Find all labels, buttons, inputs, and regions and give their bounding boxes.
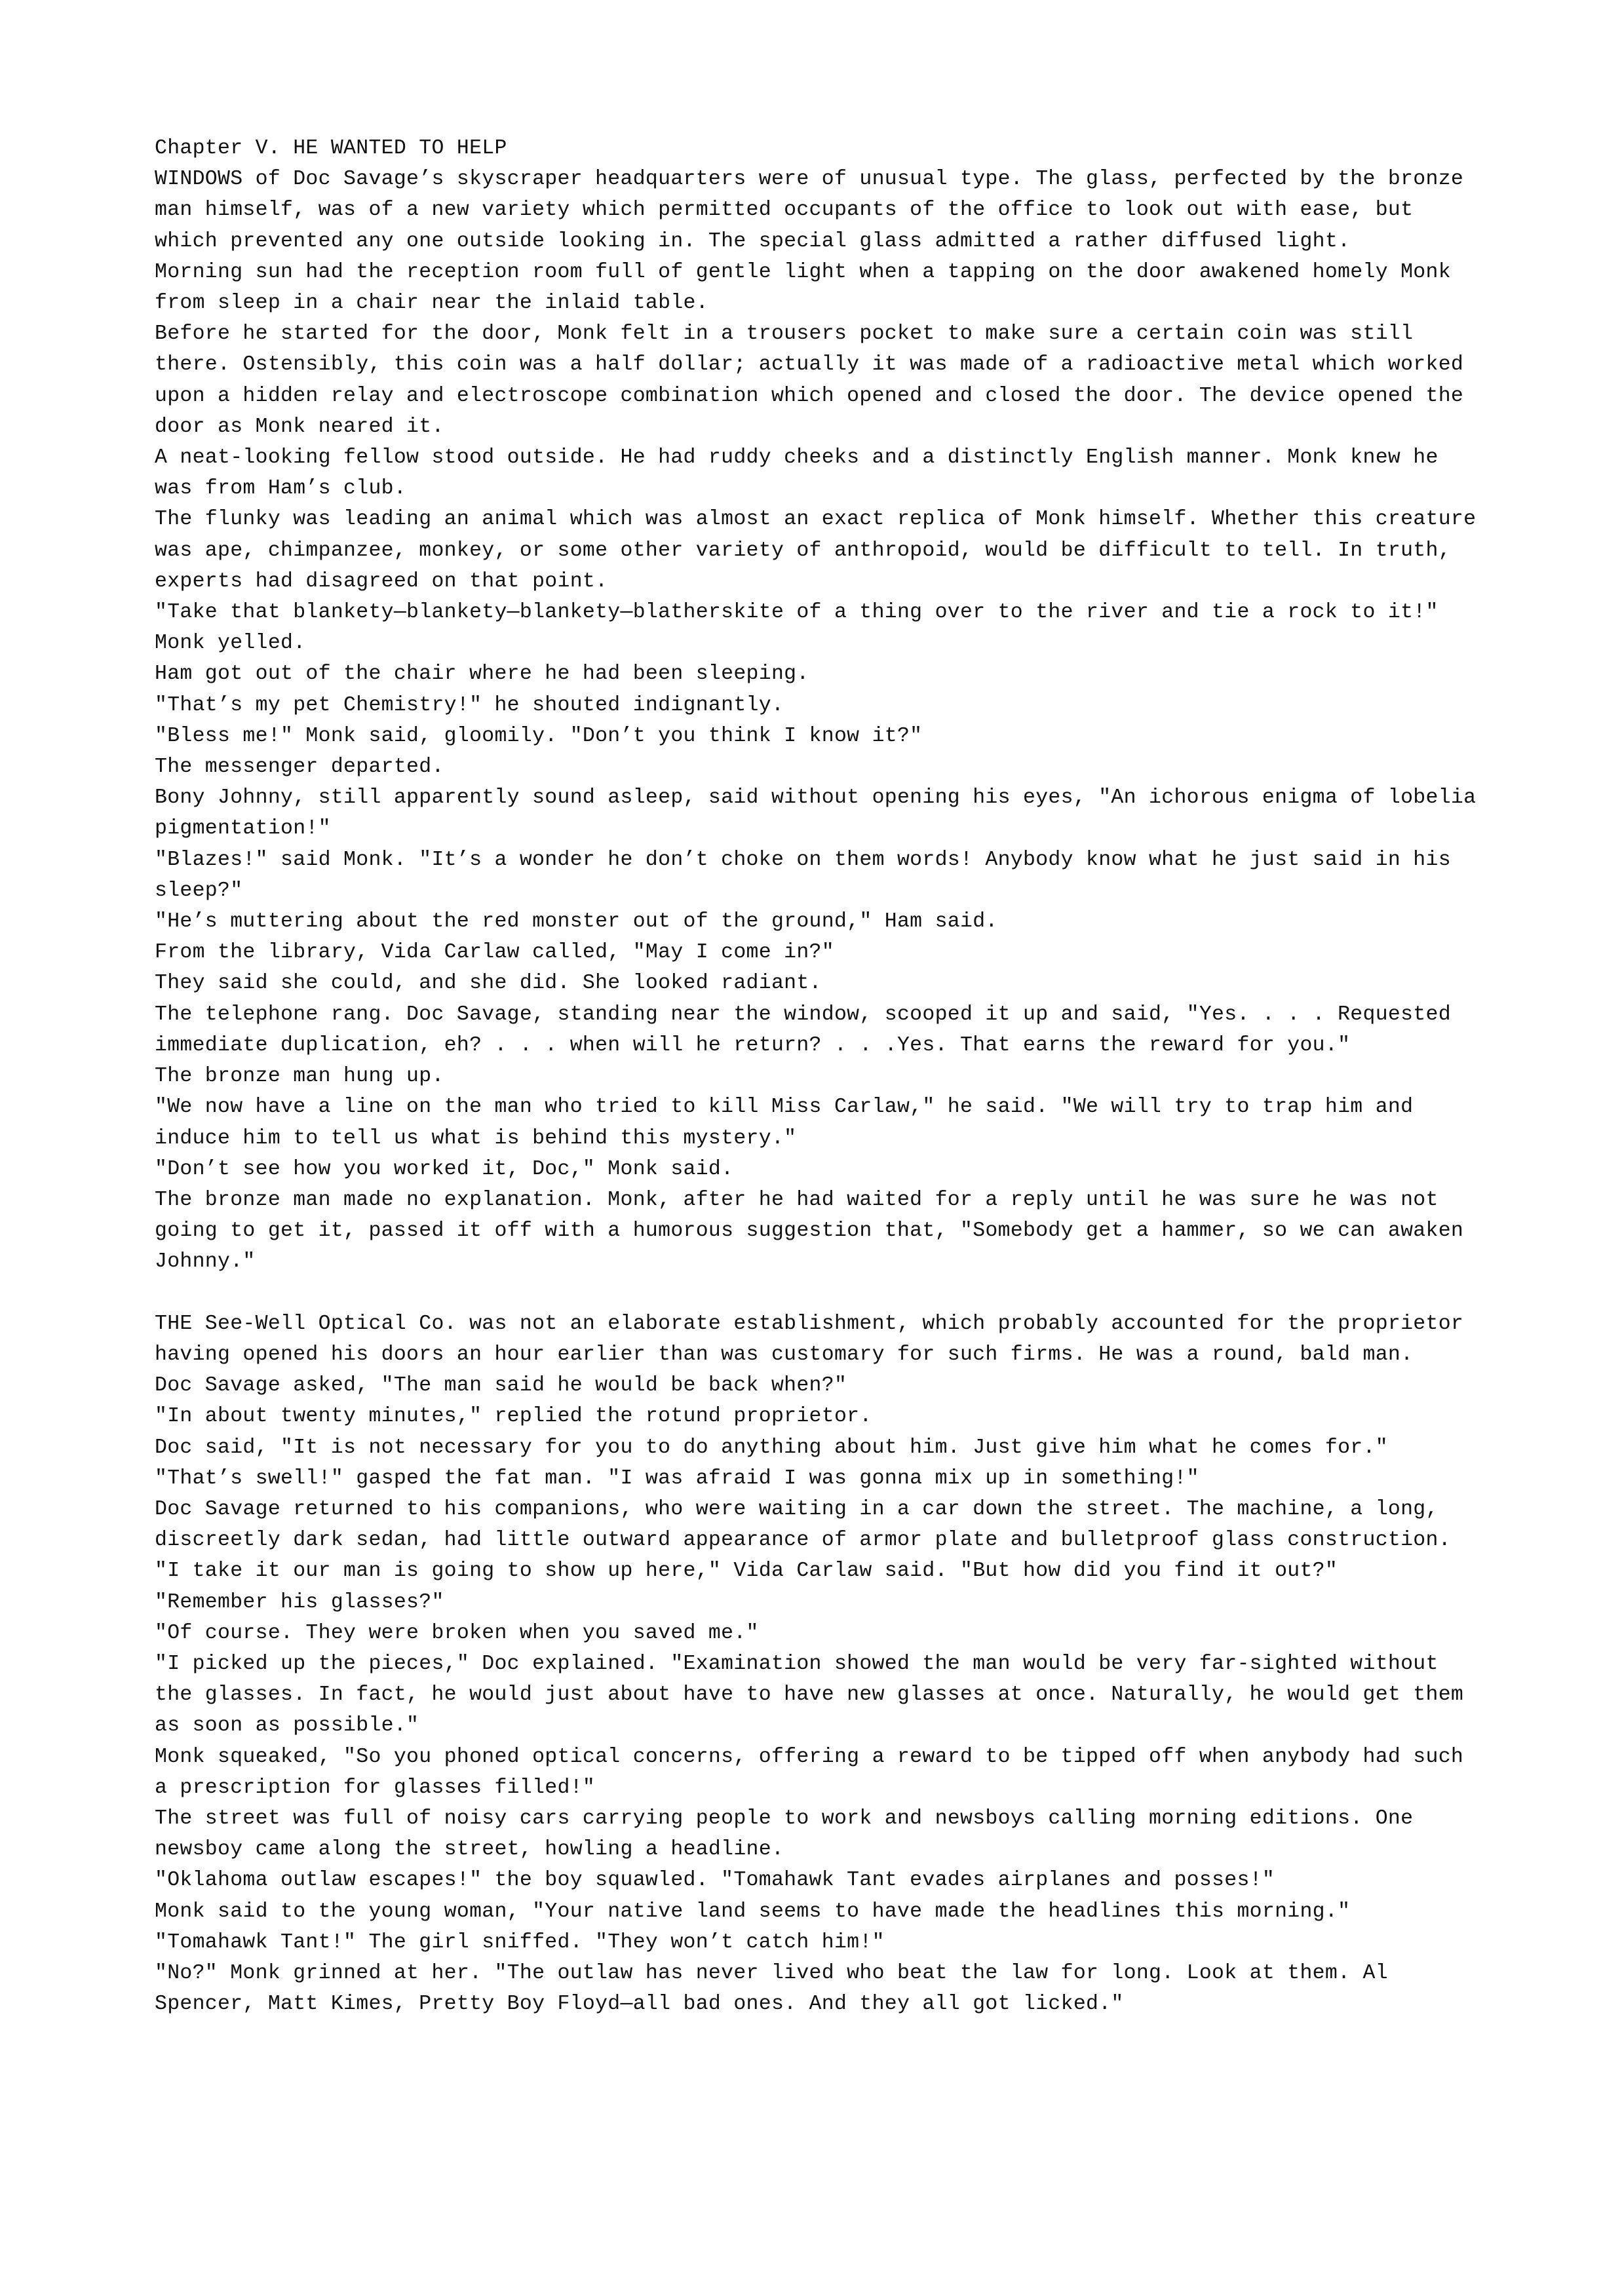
paragraph: The bronze man hung up.	[155, 1065, 444, 1088]
paragraph: From the library, Vida Carlaw called, "May I come in?"	[155, 941, 834, 965]
paragraph: "We now have a line on the man who tried to kill Miss Carlaw," he said. "We will try to trap him and induce him to tell us what is behind this mystery."	[155, 1096, 1414, 1150]
chapter-title: Chapter V. HE WANTED TO HELP	[155, 137, 507, 160]
paragraph: A neat-looking fellow stood outside. He had ruddy cheeks and a distinctly English manner. Monk knew he was from Ham’s club.	[155, 446, 1439, 501]
document-page	[155, 133, 1485, 2019]
paragraph: "Of course. They were broken when you saved me."	[155, 1621, 759, 1645]
paragraph: "I picked up the pieces," Doc explained. "Examination showed the man would be very far-sighted without the glasses. In fact, he would just about have to have new glasses at once. Naturally, he would get them as soon as possible."	[155, 1652, 1464, 1738]
paragraph: "Don’t see how you worked it, Doc," Monk said.	[155, 1157, 734, 1181]
paragraph: "In about twenty minutes," replied the rotund proprietor.	[155, 1405, 872, 1428]
paragraph: Before he started for the door, Monk felt in a trousers pocket to make sure a certain coin was still there. Ostensibly, this coin was a half dollar; actually it was made of a radioactive metal which worked upon a hidden relay and electroscope combination which opened and closed the door. The device opened the door as Monk neared it.	[155, 322, 1464, 438]
paragraph: "That’s my pet Chemistry!" he shouted indignantly.	[155, 693, 784, 717]
paragraph: Monk said to the young woman, "Your native land seems to have made the headlines this morning."	[155, 1900, 1351, 1923]
paragraph: The telephone rang. Doc Savage, standing near the window, scooped it up and said, "Yes. . . . Requested immediate duplication, eh? . . . when will he return? . . .Yes. That earns the reward for you."	[155, 1003, 1451, 1057]
paragraph: "Bless me!" Monk said, gloomily. "Don’t you think I know it?"	[155, 724, 923, 748]
paragraph: "Remember his glasses?"	[155, 1590, 444, 1614]
chapter-body	[155, 164, 1485, 2019]
paragraph: "Oklahoma outlaw escapes!" the boy squawled. "Tomahawk Tant evades airplanes and posses!"	[155, 1869, 1275, 1892]
paragraph: "Take that blankety—blankety—blankety—blatherskite of a thing over to the river and tie a rock to it!" Monk yelled.	[155, 601, 1439, 655]
paragraph: THE See-Well Optical Co. was not an elaborate establishment, which probably accounted for the proprietor having opened his doors an hour earlier than was customary for such firms. He was a round, bald man.	[155, 1312, 1464, 1366]
paragraph: "Tomahawk Tant!" The girl sniffed. "They won’t catch him!"	[155, 1930, 885, 1954]
paragraph: Morning sun had the reception room full of gentle light when a tapping on the door awakened homely Monk from sleep in a chair near the inlaid table.	[155, 260, 1451, 315]
paragraph: The flunky was leading an animal which was almost an exact replica of Monk himself. Whether this creature was ape, chimpanzee, monkey, or some other variety of anthropoid, would be difficult to tell. In truth, experts had disagreed on that point.	[155, 508, 1477, 593]
paragraph: Ham got out of the chair where he had been sleeping.	[155, 662, 809, 686]
paragraph: Doc said, "It is not necessary for you to do anything about him. Just give him what he comes for."	[155, 1436, 1388, 1459]
paragraph: "No?" Monk grinned at her. "The outlaw has never lived who beat the law for long. Look at them. Al Spencer, Matt Kimes, Pretty Boy Floyd—all bad ones. And they all got licked."	[155, 1961, 1388, 2016]
paragraph: Doc Savage asked, "The man said he would be back when?"	[155, 1374, 847, 1398]
paragraph: They said she could, and she did. She looked radiant.	[155, 972, 822, 995]
paragraph: The bronze man made no explanation. Monk, after he had waited for a reply until he was sure he was not going to get it, passed it off with a humorous suggestion that, "Somebody get a hammer, so we can awaken Johnny."	[155, 1188, 1464, 1274]
section-break	[155, 1278, 1485, 1309]
paragraph: Bony Johnny, still apparently sound asleep, said without opening his eyes, "An ichorous enigma of lobelia pigmentation!"	[155, 786, 1477, 841]
paragraph: "He’s muttering about the red monster out of the ground," Ham said.	[155, 910, 998, 934]
paragraph: "I take it our man is going to show up here," Vida Carlaw said. "But how did you find it out?"	[155, 1559, 1338, 1583]
paragraph: Doc Savage returned to his companions, who were waiting in a car down the street. The machine, a long, discreetly dark sedan, had little outward appearance of armor plate and bulletproof glass construction.	[155, 1497, 1451, 1552]
paragraph: "That’s swell!" gasped the fat man. "I was afraid I was gonna mix up in something!"	[155, 1466, 1199, 1490]
paragraph: The street was full of noisy cars carrying people to work and newsboys calling morning editions. One newsboy came along the street, howling a headline.	[155, 1807, 1414, 1862]
paragraph: The messenger departed.	[155, 756, 444, 779]
paragraph: WINDOWS of Doc Savage’s skyscraper headquarters were of unusual type. The glass, perfected by the bronze man himself, was of a new variety which permitted occupants of the office to look out with ease, but which prevented any one outside looking in. The special glass admitted a rather diffused light.	[155, 168, 1464, 253]
paragraph: Monk squeaked, "So you phoned optical concerns, offering a reward to be tipped off when anybody had such a prescription for glasses filled!"	[155, 1745, 1464, 1799]
paragraph: "Blazes!" said Monk. "It’s a wonder he don’t choke on them words! Anybody know what he just said in his sleep?"	[155, 848, 1451, 902]
